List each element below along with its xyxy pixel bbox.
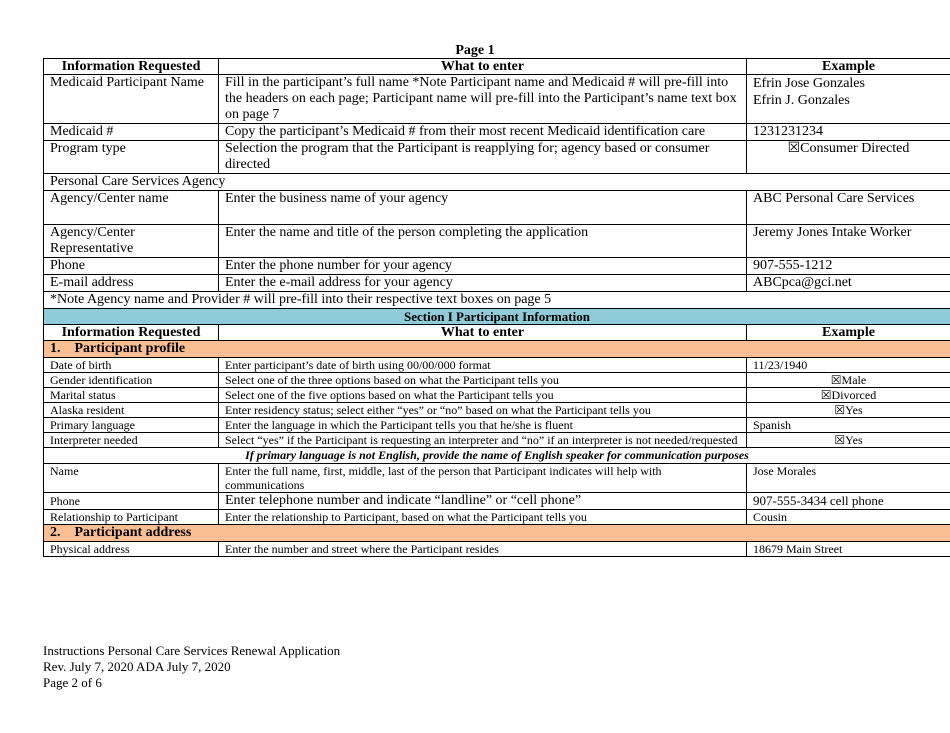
row-what: Enter participant’s date of birth using 00/00/000 format xyxy=(219,358,747,373)
table-row xyxy=(44,373,950,388)
row-label: Agency/Center Representative xyxy=(44,225,219,258)
english-note-row xyxy=(44,448,950,464)
row-example xyxy=(747,75,950,124)
row-example: Jose Morales xyxy=(747,464,950,493)
row-label: Date of birth xyxy=(44,358,219,373)
row-example-checkbox: ☒Yes xyxy=(747,403,950,418)
section-header-row xyxy=(44,309,950,325)
header-example: Example xyxy=(747,325,950,341)
row-what: Copy the participant’s Medicaid # from their most recent Medicaid identification care xyxy=(219,124,747,141)
table-row xyxy=(44,75,950,124)
row-label: Relationship to Participant xyxy=(44,510,219,525)
row-example-checkbox: ☒Yes xyxy=(747,433,950,448)
row-what: Enter the e-mail address for your agency xyxy=(219,275,747,292)
footer-page-number: Page 2 of 6 xyxy=(43,675,102,690)
note-row xyxy=(44,292,950,309)
row-label: Agency/Center name xyxy=(44,191,219,225)
row-what: Select one of the three options based on what the Participant tells you xyxy=(219,373,747,388)
row-what: Enter the phone number for your agency xyxy=(219,258,747,275)
row-what: Select “yes” if the Participant is requesting an interpreter and “no” if an interpreter is not needed/requested xyxy=(219,433,747,448)
row-label: Medicaid Participant Name xyxy=(44,75,219,124)
row-what: Enter the relationship to Participant, based on what the Participant tells you xyxy=(219,510,747,525)
table-row xyxy=(44,433,950,448)
row-label: Physical address xyxy=(44,542,219,557)
row-label: Phone xyxy=(44,493,219,510)
profile-title: 1. Participant profile xyxy=(44,341,950,358)
row-label: Interpreter needed xyxy=(44,433,219,448)
header-info-requested: Information Requested xyxy=(44,325,219,341)
row-label: Medicaid # xyxy=(44,124,219,141)
page-title: Page 1 xyxy=(455,43,495,58)
table-row xyxy=(44,388,950,403)
table-row xyxy=(44,510,950,525)
table-row xyxy=(44,403,950,418)
table-row xyxy=(44,124,950,141)
example-line: Efrin J. Gonzales xyxy=(753,93,850,108)
row-example: 11/23/1940 xyxy=(747,358,950,373)
row-what: Enter the language in which the Participant tells you that he/she is fluent xyxy=(219,418,747,433)
row-example: Jeremy Jones Intake Worker xyxy=(747,225,950,258)
footer-doc-title: Instructions Personal Care Services Renewal Application xyxy=(43,643,341,658)
page-footer xyxy=(43,643,340,691)
row-label: Gender identification xyxy=(44,373,219,388)
table-header-row xyxy=(44,59,950,75)
row-what: Select one of the five options based on what the Participant tells you xyxy=(219,388,747,403)
instructions-table xyxy=(43,58,950,557)
example-line: Efrin Jose Gonzales xyxy=(753,76,865,91)
agency-note: *Note Agency name and Provider # will pre-fill into their respective text boxes on page 5 xyxy=(44,292,950,309)
footer-revision: Rev. July 7, 2020 ADA July 7, 2020 xyxy=(43,659,231,674)
row-what: Enter telephone number and indicate “landline” or “cell phone” xyxy=(219,493,747,510)
row-label: E-mail address xyxy=(44,275,219,292)
header-info-requested: Information Requested xyxy=(44,59,219,75)
row-what: Enter the name and title of the person completing the application xyxy=(219,225,747,258)
row-label: Name xyxy=(44,464,219,493)
row-example-checkbox: ☒Consumer Directed xyxy=(747,141,950,174)
row-label: Program type xyxy=(44,141,219,174)
section1-title: Section I Participant Information xyxy=(44,309,950,325)
row-example: 1231231234 xyxy=(747,124,950,141)
row-example: ABC Personal Care Services xyxy=(747,191,950,225)
row-what: Enter the full name, first, middle, last of the person that Participant indicates will help with communications xyxy=(219,464,747,493)
row-example: Cousin xyxy=(747,510,950,525)
table-row xyxy=(44,358,950,373)
table-row xyxy=(44,418,950,433)
table-row xyxy=(44,225,950,258)
agency-header-row xyxy=(44,174,950,191)
row-example: 18679 Main Street xyxy=(747,542,950,557)
row-what: Fill in the participant’s full name *Note Participant name and Medicaid # will pre-fill into the headers on each page; Participant name will pre-fill into the Participant’s name text box on page 7 xyxy=(219,75,747,124)
row-label: Primary language xyxy=(44,418,219,433)
row-example-checkbox: ☒Male xyxy=(747,373,950,388)
row-label: Alaska resident xyxy=(44,403,219,418)
table-row xyxy=(44,258,950,275)
header-what-to-enter: What to enter xyxy=(219,325,747,341)
row-what: Enter the business name of your agency xyxy=(219,191,747,225)
agency-section-label: Personal Care Services Agency xyxy=(44,174,950,191)
subsection-row xyxy=(44,525,950,542)
row-example: ABCpca@gci.net xyxy=(747,275,950,292)
row-example-checkbox: ☒Divorced xyxy=(747,388,950,403)
row-what: Enter the number and street where the Participant resides xyxy=(219,542,747,557)
row-label: Marital status xyxy=(44,388,219,403)
table-header-row xyxy=(44,325,950,341)
english-speaker-note: If primary language is not English, provide the name of English speaker for communication purposes xyxy=(44,448,950,464)
row-example: 907-555-3434 cell phone xyxy=(747,493,950,510)
header-what-to-enter: What to enter xyxy=(219,59,747,75)
table-row xyxy=(44,464,950,493)
row-what: Selection the program that the Participant is reapplying for; agency based or consumer directed xyxy=(219,141,747,174)
header-example: Example xyxy=(747,59,950,75)
address-title: 2. Participant address xyxy=(44,525,950,542)
table-row xyxy=(44,493,950,510)
table-row xyxy=(44,542,950,557)
row-example: 907-555-1212 xyxy=(747,258,950,275)
row-example: Spanish xyxy=(747,418,950,433)
subsection-row xyxy=(44,341,950,358)
row-what: Enter residency status; select either “yes” or “no” based on what the Participant tells you xyxy=(219,403,747,418)
table-row xyxy=(44,141,950,174)
table-row xyxy=(44,191,950,225)
table-row xyxy=(44,275,950,292)
row-label: Phone xyxy=(44,258,219,275)
